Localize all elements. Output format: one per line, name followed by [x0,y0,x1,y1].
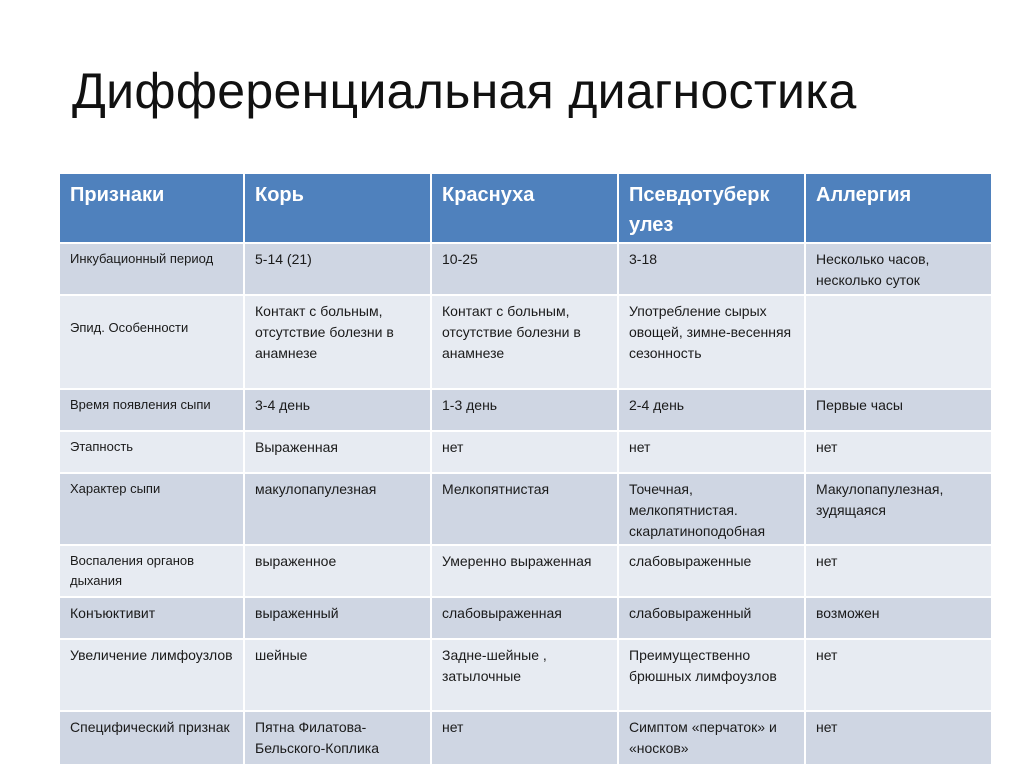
row-label: Характер сыпи [60,474,243,544]
row-label: Этапность [60,432,243,472]
table-cell: макулопапулезная [245,474,430,544]
header-cell-pseudotuberculosis: Псевдотуберк улез [619,174,804,242]
table-cell: Употребление сырых овощей, зимне-весенняя сезонность [619,296,804,388]
table-row [60,598,991,638]
table-cell: Мелкопятнистая [432,474,617,544]
table-cell: Контакт с больным, отсутствие болезни в анамнезе [432,296,617,388]
table-cell: шейные [245,640,430,710]
row-label: Увеличение лимфоузлов [60,640,243,710]
row-label: Специфический признак [60,712,243,764]
table-cell: возможен [806,598,991,638]
header-cell-rubella: Краснуха [432,174,617,242]
table-cell: 1-3 день [432,390,617,430]
table-cell: 2-4 день [619,390,804,430]
table-row [60,244,991,294]
table-cell: нет [432,432,617,472]
table-row [60,390,991,430]
table-cell: слабовыраженный [619,598,804,638]
table-cell: Симптом «перчаток» и «носков» [619,712,804,764]
row-label: Воспаления органов дыхания [60,546,243,596]
table-cell: Умеренно выраженная [432,546,617,596]
table-cell: выраженное [245,546,430,596]
table-cell: нет [432,712,617,764]
table-cell: Пятна Филатова-Бельского-Коплика [245,712,430,764]
header-cell-allergy: Аллергия [806,174,991,242]
table-cell: нет [806,712,991,764]
table-row [60,474,991,544]
table-row [60,640,991,710]
table-cell: нет [806,640,991,710]
table-cell: слабовыраженные [619,546,804,596]
table-cell: 3-4 день [245,390,430,430]
diagnosis-table [58,172,993,766]
table-cell: Задне-шейные , затылочные [432,640,617,710]
table-cell: нет [619,432,804,472]
table-cell: Первые часы [806,390,991,430]
row-label: Конъюктивит [60,598,243,638]
row-label: Время появления сыпи [60,390,243,430]
table-row [60,296,991,388]
table-header-row [60,174,991,242]
table-cell: Контакт с больным, отсутствие болезни в анамнезе [245,296,430,388]
table-cell: Несколько часов, несколько суток [806,244,991,294]
table-cell: 3-18 [619,244,804,294]
table-cell: Точечная, мелкопятнистая. скарлатиноподобная [619,474,804,544]
slide-title: Дифференциальная диагностика [72,63,857,119]
table-cell: слабовыраженная [432,598,617,638]
table-cell: нет [806,432,991,472]
header-cell-signs: Признаки [60,174,243,242]
row-label: Инкубационный период [60,244,243,294]
table-cell: 5-14 (21) [245,244,430,294]
table-cell [806,296,991,388]
table-cell: нет [806,546,991,596]
table-row [60,712,991,764]
table-row [60,546,991,596]
header-cell-measles: Корь [245,174,430,242]
table-cell: выраженный [245,598,430,638]
table-row [60,432,991,472]
row-label: Эпид. Особенности [60,296,243,388]
table-cell: Преимущественно брюшных лимфоузлов [619,640,804,710]
table-cell: Макулопапулезная, зудящаяся [806,474,991,544]
table-cell: 10-25 [432,244,617,294]
table-cell: Выраженная [245,432,430,472]
